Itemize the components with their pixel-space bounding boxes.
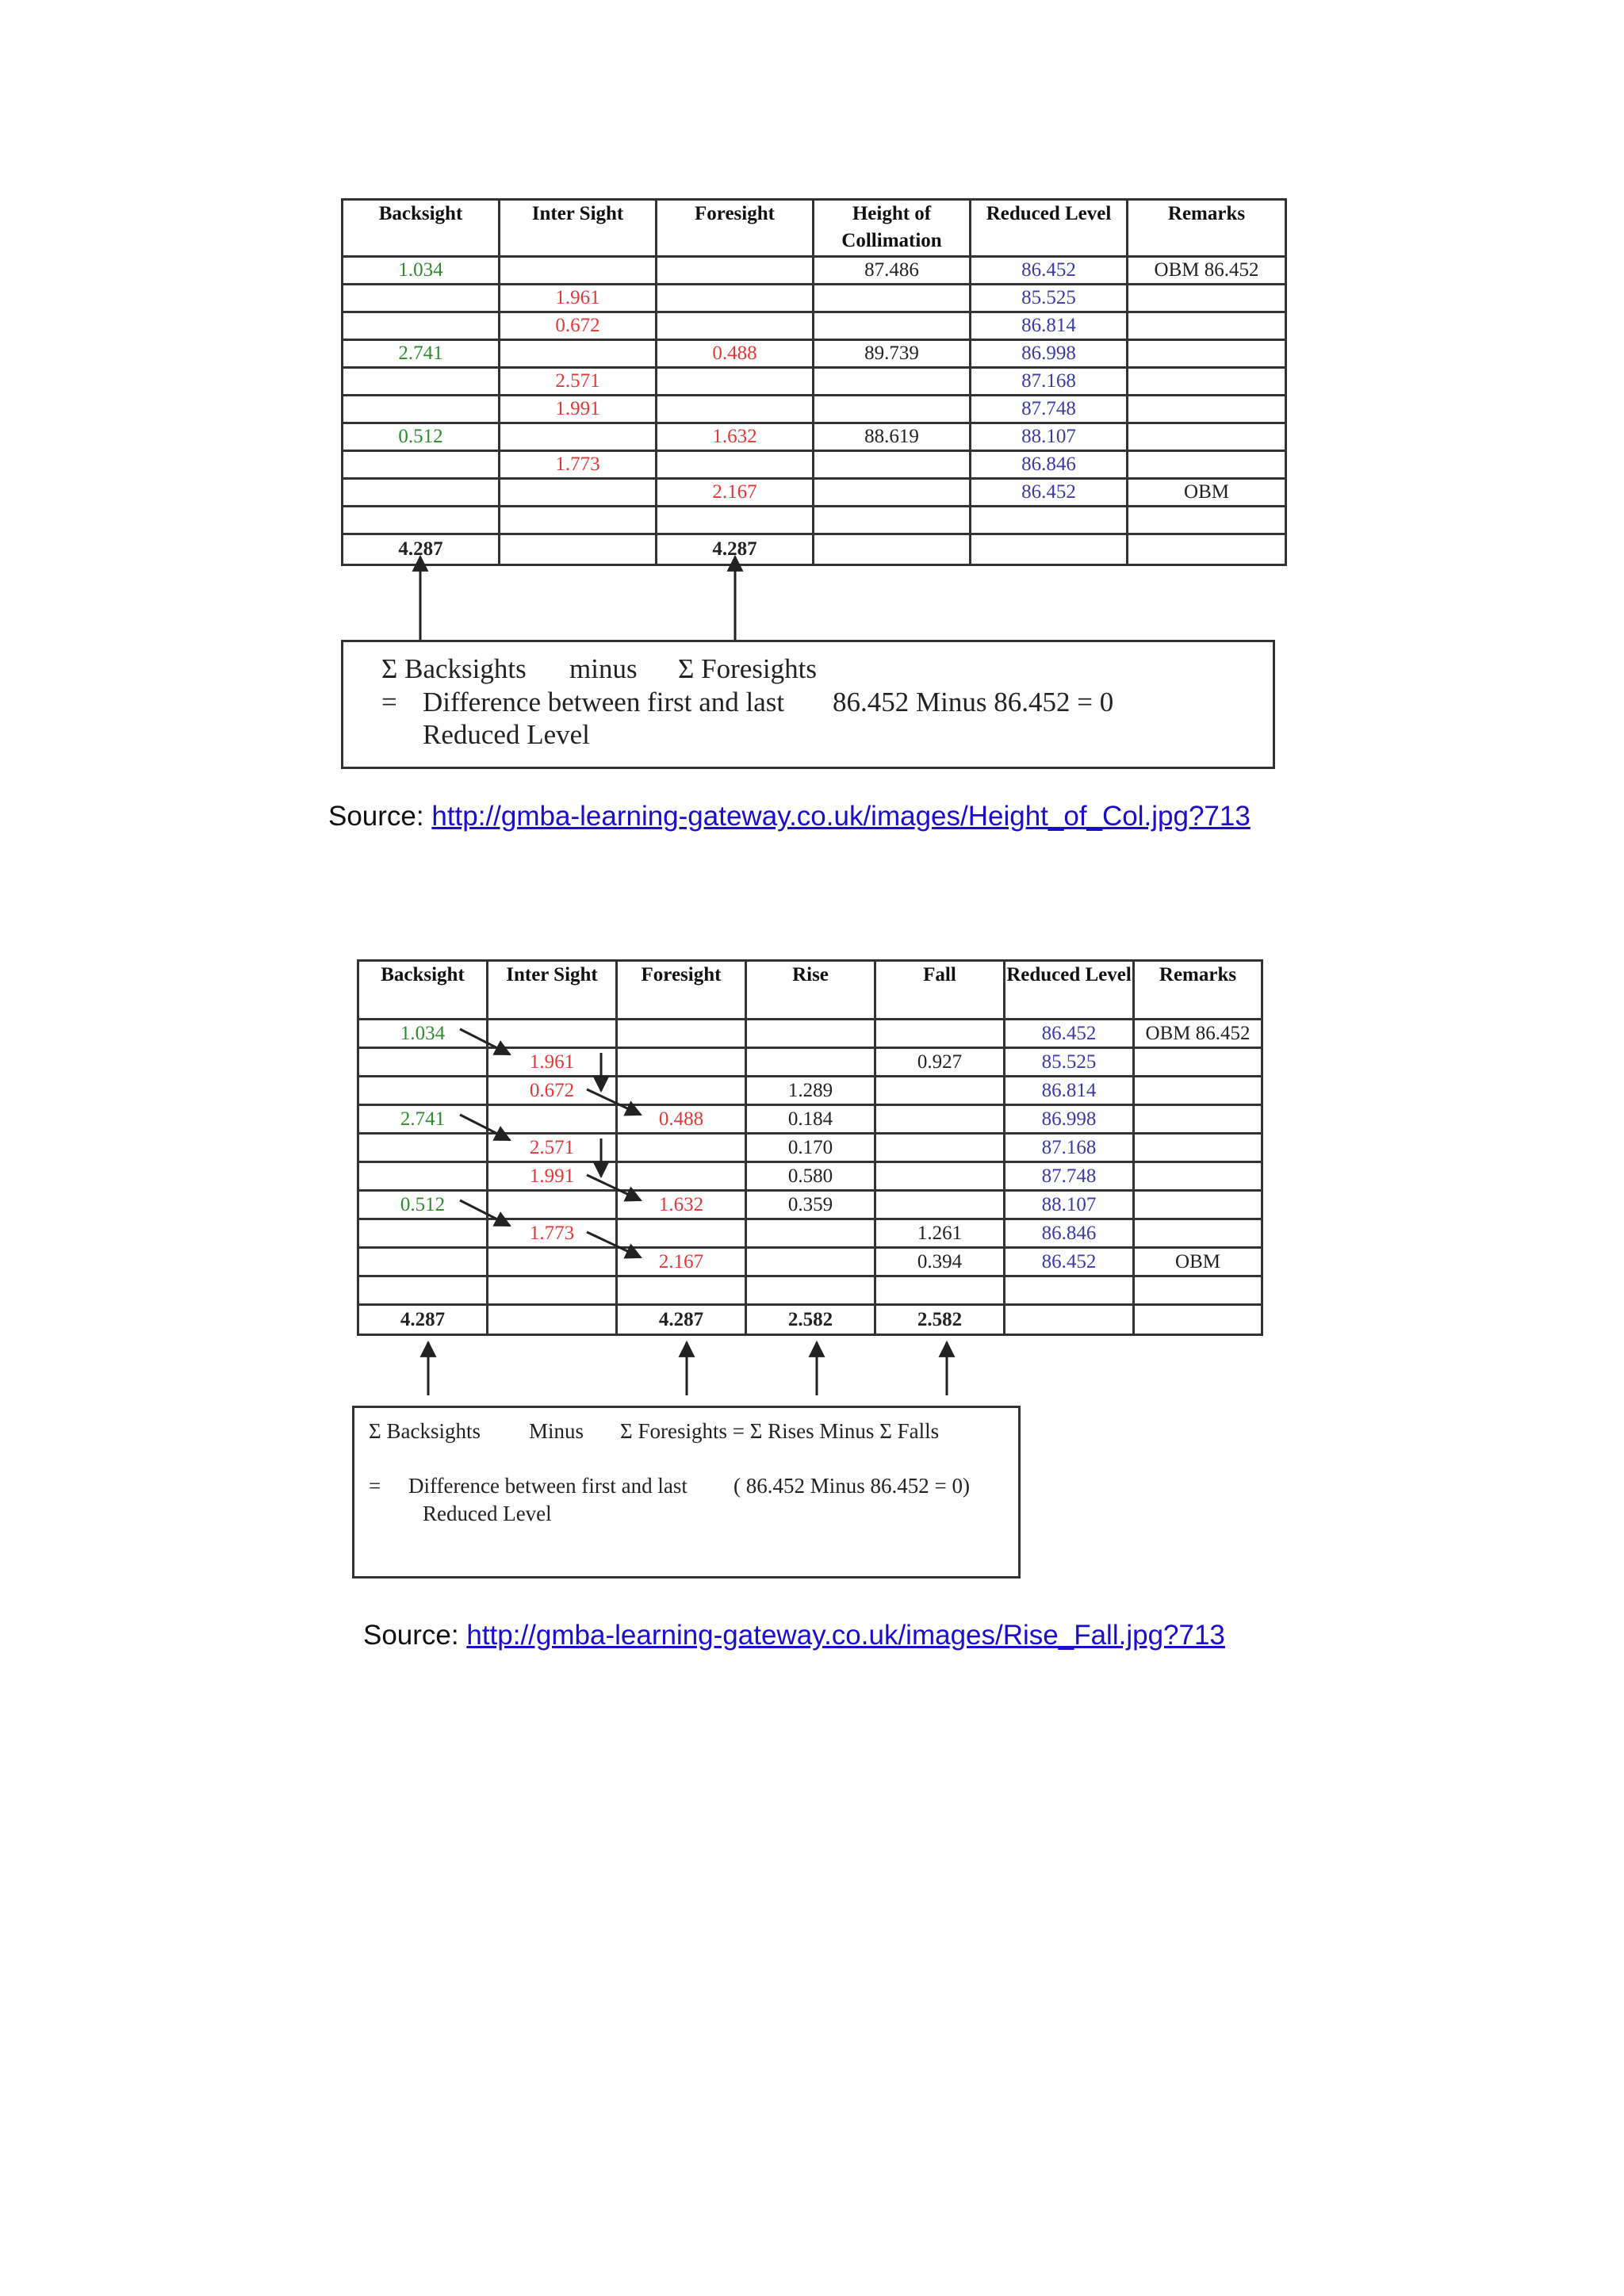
cell-rise xyxy=(746,1020,875,1048)
cell-rm: OBM 86.452 xyxy=(1128,257,1286,285)
cell-rl: 86.846 xyxy=(971,451,1128,479)
header-foresight: Foresight xyxy=(617,961,746,1020)
cell-bs xyxy=(343,451,500,479)
note-minus: Minus xyxy=(529,1419,584,1443)
cell-bs xyxy=(343,479,500,507)
cell-rl: 86.452 xyxy=(1005,1248,1134,1276)
table-row xyxy=(358,1219,1262,1248)
table-row xyxy=(358,1105,1262,1134)
header-reduced-level: Reduced Level xyxy=(1005,961,1134,1020)
cell-fs xyxy=(657,507,814,534)
source-link-1[interactable]: http://gmba-learning-gateway.co.uk/images/Height_of_Col.jpg?713 xyxy=(431,801,1251,832)
table-row xyxy=(358,1048,1262,1077)
cell-bs: 1.034 xyxy=(343,257,500,285)
cell-rl: 86.814 xyxy=(1005,1077,1134,1105)
cell-is: 1.961 xyxy=(500,285,657,312)
cell-fs xyxy=(657,396,814,423)
table-row xyxy=(343,340,1286,368)
cell-rl xyxy=(971,507,1128,534)
header-fall: Fall xyxy=(875,961,1005,1020)
cell-hc xyxy=(814,396,971,423)
table-row xyxy=(343,479,1286,507)
cell-is: 2.571 xyxy=(500,368,657,396)
cell-rm xyxy=(1128,396,1286,423)
table-row xyxy=(343,423,1286,451)
cell-fs xyxy=(657,257,814,285)
cell-bs: 2.741 xyxy=(358,1105,488,1134)
source-caption-2 xyxy=(363,1620,1225,1651)
cell-rl: 86.814 xyxy=(971,312,1128,340)
header-backsight: Backsight xyxy=(358,961,488,1020)
table-row xyxy=(358,1020,1262,1048)
cell-is: 0.672 xyxy=(500,312,657,340)
cell-is: 1.961 xyxy=(488,1048,617,1077)
cell-bs xyxy=(343,285,500,312)
cell-bs: 2.741 xyxy=(343,340,500,368)
cell-fall xyxy=(875,1020,1005,1048)
cell-bs xyxy=(358,1134,488,1162)
cell-hc: 87.486 xyxy=(814,257,971,285)
cell-bs: 1.034 xyxy=(358,1020,488,1048)
cell-rl: 88.107 xyxy=(971,423,1128,451)
table-row xyxy=(358,1276,1262,1305)
cell-hc: 88.619 xyxy=(814,423,971,451)
header-rise: Rise xyxy=(746,961,875,1020)
cell-rise: 2.582 xyxy=(746,1305,875,1335)
table-header-row xyxy=(358,961,1262,1020)
totals-row xyxy=(343,534,1286,565)
cell-hc: 89.739 xyxy=(814,340,971,368)
source-caption-1 xyxy=(328,801,1251,832)
cell-hc xyxy=(814,368,971,396)
cell-fs: 1.632 xyxy=(617,1191,746,1219)
cell-fs: 4.287 xyxy=(657,534,814,565)
header-foresight: Foresight xyxy=(657,200,814,257)
note-equals: = xyxy=(381,687,397,718)
source-link-2[interactable]: http://gmba-learning-gateway.co.uk/images/Rise_Fall.jpg?713 xyxy=(466,1620,1225,1651)
note-sum-backsights: Σ Backsights xyxy=(381,653,527,684)
cell-rl: 87.168 xyxy=(971,368,1128,396)
cell-rise: 1.289 xyxy=(746,1077,875,1105)
cell-rise xyxy=(746,1048,875,1077)
cell-fs xyxy=(617,1020,746,1048)
cell-rl xyxy=(1005,1305,1134,1335)
cell-rl: 86.452 xyxy=(971,257,1128,285)
cell-fs: 4.287 xyxy=(617,1305,746,1335)
header-height-of-collimation: Height of Collimation xyxy=(814,200,971,257)
cell-fall xyxy=(875,1162,1005,1191)
table-row xyxy=(343,507,1286,534)
cell-bs: 4.287 xyxy=(358,1305,488,1335)
cell-rm xyxy=(1134,1134,1262,1162)
cell-is: 1.773 xyxy=(488,1219,617,1248)
cell-rm xyxy=(1128,534,1286,565)
cell-is xyxy=(500,423,657,451)
cell-bs xyxy=(358,1276,488,1305)
cell-fall: 1.261 xyxy=(875,1219,1005,1248)
cell-rm xyxy=(1134,1105,1262,1134)
cell-fs: 2.167 xyxy=(657,479,814,507)
cell-fall xyxy=(875,1077,1005,1105)
cell-rl: 87.168 xyxy=(1005,1134,1134,1162)
cell-rise xyxy=(746,1219,875,1248)
cell-is xyxy=(500,507,657,534)
cell-rl: 87.748 xyxy=(971,396,1128,423)
cell-fall xyxy=(875,1276,1005,1305)
cell-is xyxy=(500,340,657,368)
header-remarks: Remarks xyxy=(1134,961,1262,1020)
note-calculation: ( 86.452 Minus 86.452 = 0) xyxy=(733,1474,970,1498)
table-row xyxy=(358,1248,1262,1276)
cell-rm xyxy=(1134,1305,1262,1335)
note-equals: = xyxy=(369,1474,381,1498)
cell-fs xyxy=(657,285,814,312)
summary-note-box xyxy=(352,1406,1021,1578)
note-sum-foresights-rises-falls: Σ Foresights = Σ Rises Minus Σ Falls xyxy=(620,1419,940,1443)
cell-rm: OBM xyxy=(1128,479,1286,507)
cell-bs xyxy=(343,368,500,396)
note-minus: minus xyxy=(569,653,638,684)
header-backsight: Backsight xyxy=(343,200,500,257)
cell-is xyxy=(500,479,657,507)
cell-rm xyxy=(1128,423,1286,451)
table-row xyxy=(343,285,1286,312)
cell-rm xyxy=(1128,340,1286,368)
note-difference-text: Difference between first and last xyxy=(423,687,785,718)
cell-is: 1.991 xyxy=(500,396,657,423)
cell-rm xyxy=(1134,1276,1262,1305)
cell-rm xyxy=(1128,368,1286,396)
cell-rm xyxy=(1128,451,1286,479)
cell-fall xyxy=(875,1191,1005,1219)
cell-is xyxy=(500,257,657,285)
cell-rm: OBM xyxy=(1134,1248,1262,1276)
cell-hc xyxy=(814,534,971,565)
header-remarks: Remarks xyxy=(1128,200,1286,257)
table-row xyxy=(358,1162,1262,1191)
cell-rl: 86.452 xyxy=(971,479,1128,507)
height-of-collimation-table xyxy=(341,198,1287,566)
table-row xyxy=(343,368,1286,396)
cell-rm: OBM 86.452 xyxy=(1134,1020,1262,1048)
cell-rise: 0.184 xyxy=(746,1105,875,1134)
source-label-1: Source: xyxy=(328,801,432,832)
cell-rm xyxy=(1128,285,1286,312)
cell-bs xyxy=(358,1162,488,1191)
cell-rl: 86.998 xyxy=(1005,1105,1134,1134)
cell-rl: 86.998 xyxy=(971,340,1128,368)
cell-fs xyxy=(617,1219,746,1248)
note-sum-backsights: Σ Backsights xyxy=(369,1419,481,1443)
cell-rl: 85.525 xyxy=(1005,1048,1134,1077)
table-row xyxy=(343,312,1286,340)
cell-bs: 0.512 xyxy=(358,1191,488,1219)
cell-rise: 0.580 xyxy=(746,1162,875,1191)
table-row xyxy=(343,396,1286,423)
table-row xyxy=(358,1191,1262,1219)
header-inter-sight: Inter Sight xyxy=(500,200,657,257)
cell-rm xyxy=(1134,1162,1262,1191)
cell-rm xyxy=(1134,1191,1262,1219)
cell-hc xyxy=(814,479,971,507)
cell-fs xyxy=(617,1162,746,1191)
note-sum-foresights: Σ Foresights xyxy=(678,653,817,684)
cell-fall: 0.927 xyxy=(875,1048,1005,1077)
cell-fs: 1.632 xyxy=(657,423,814,451)
cell-fall: 2.582 xyxy=(875,1305,1005,1335)
cell-fs: 0.488 xyxy=(657,340,814,368)
cell-is xyxy=(500,534,657,565)
cell-fs xyxy=(657,312,814,340)
rise-and-fall-figure xyxy=(357,959,1269,1586)
cell-is xyxy=(488,1191,617,1219)
cell-rl: 85.525 xyxy=(971,285,1128,312)
cell-rise xyxy=(746,1248,875,1276)
table-row xyxy=(343,257,1286,285)
cell-bs xyxy=(358,1248,488,1276)
cell-fs xyxy=(657,368,814,396)
cell-rl xyxy=(971,534,1128,565)
cell-fall xyxy=(875,1134,1005,1162)
table-header-row xyxy=(343,200,1286,257)
cell-bs xyxy=(358,1077,488,1105)
table-row xyxy=(358,1077,1262,1105)
cell-fs xyxy=(617,1077,746,1105)
cell-bs xyxy=(343,507,500,534)
cell-rl: 88.107 xyxy=(1005,1191,1134,1219)
cell-is: 2.571 xyxy=(488,1134,617,1162)
cell-rl xyxy=(1005,1276,1134,1305)
cell-fs: 2.167 xyxy=(617,1248,746,1276)
cell-rm xyxy=(1128,507,1286,534)
cell-bs xyxy=(358,1048,488,1077)
cell-bs: 4.287 xyxy=(343,534,500,565)
cell-hc xyxy=(814,285,971,312)
cell-is xyxy=(488,1248,617,1276)
note-reduced-level: Reduced Level xyxy=(423,719,590,750)
cell-rise: 0.359 xyxy=(746,1191,875,1219)
cell-fs xyxy=(617,1048,746,1077)
cell-rise xyxy=(746,1276,875,1305)
cell-rm xyxy=(1134,1219,1262,1248)
cell-rl: 86.846 xyxy=(1005,1219,1134,1248)
cell-rm xyxy=(1134,1077,1262,1105)
cell-rl: 86.452 xyxy=(1005,1020,1134,1048)
cell-fs xyxy=(617,1134,746,1162)
cell-bs xyxy=(343,312,500,340)
cell-is: 1.991 xyxy=(488,1162,617,1191)
cell-fall: 0.394 xyxy=(875,1248,1005,1276)
cell-fall xyxy=(875,1105,1005,1134)
cell-rm xyxy=(1128,312,1286,340)
cell-fs xyxy=(657,451,814,479)
cell-fs: 0.488 xyxy=(617,1105,746,1134)
cell-rm xyxy=(1134,1048,1262,1077)
totals-row xyxy=(358,1305,1262,1335)
cell-bs xyxy=(358,1219,488,1248)
cell-is xyxy=(488,1276,617,1305)
note-difference-text: Difference between first and last xyxy=(408,1474,688,1498)
cell-hc xyxy=(814,507,971,534)
source-label-2: Source: xyxy=(363,1620,467,1651)
cell-rl: 87.748 xyxy=(1005,1162,1134,1191)
cell-is xyxy=(488,1305,617,1335)
table-row xyxy=(358,1134,1262,1162)
cell-rise: 0.170 xyxy=(746,1134,875,1162)
note-calculation: 86.452 Minus 86.452 = 0 xyxy=(833,687,1114,718)
cell-is: 1.773 xyxy=(500,451,657,479)
cell-hc xyxy=(814,312,971,340)
header-inter-sight: Inter Sight xyxy=(488,961,617,1020)
table-row xyxy=(343,451,1286,479)
rise-and-fall-table xyxy=(357,959,1263,1336)
header-reduced-level: Reduced Level xyxy=(971,200,1128,257)
cell-is xyxy=(488,1105,617,1134)
summary-note-box xyxy=(341,640,1275,769)
cell-is xyxy=(488,1020,617,1048)
cell-bs xyxy=(343,396,500,423)
cell-hc xyxy=(814,451,971,479)
cell-is: 0.672 xyxy=(488,1077,617,1105)
cell-fs xyxy=(617,1276,746,1305)
height-of-collimation-figure xyxy=(341,198,1293,777)
cell-bs: 0.512 xyxy=(343,423,500,451)
note-reduced-level: Reduced Level xyxy=(423,1502,552,1525)
